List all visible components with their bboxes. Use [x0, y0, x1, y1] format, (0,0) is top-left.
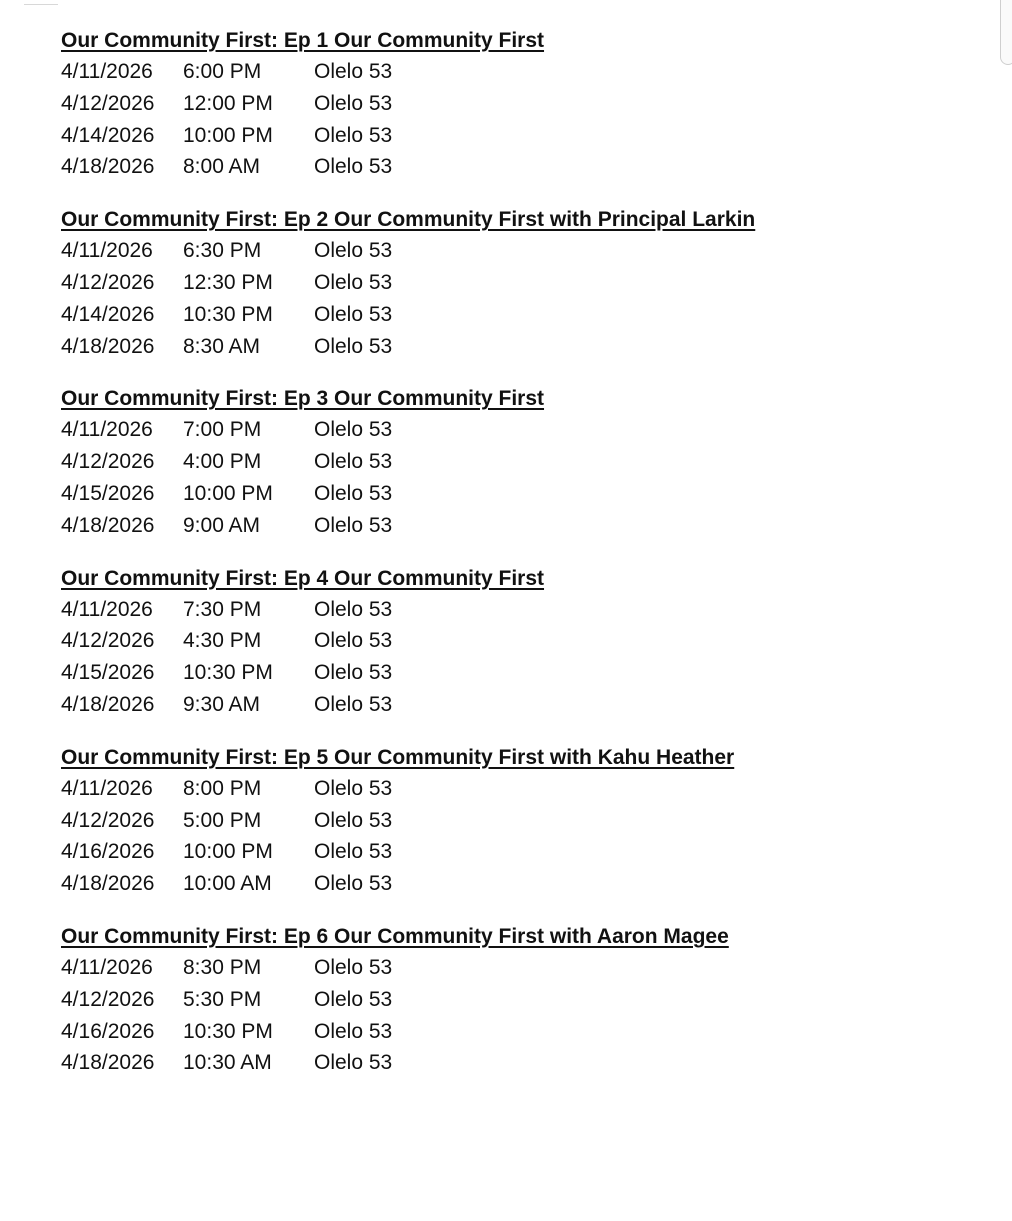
- airing-row: [61, 331, 961, 363]
- airing-time: 6:00 PM: [183, 60, 262, 83]
- airing-time: 9:00 AM: [183, 513, 261, 537]
- airing-time: 5:30 PM: [183, 987, 262, 1011]
- airing-channel: Olelo 53: [314, 808, 393, 832]
- airing-row: [61, 805, 961, 837]
- airing-time: 12:30 PM: [183, 270, 273, 294]
- airing-time: 10:00 PM: [183, 123, 273, 147]
- airing-channel: Olelo 53: [314, 302, 393, 326]
- airing-date: 4/18/2026: [61, 692, 155, 716]
- airing-date: 4/16/2026: [61, 840, 155, 864]
- episode-title-link[interactable]: Our Community First: Ep 2 Our Community First with Principal Larkin: [61, 208, 756, 232]
- scrollbar[interactable]: [1000, 0, 1012, 65]
- episode-title-link[interactable]: Our Community First: Ep 6 Our Community First with Aaron Magee: [61, 924, 729, 948]
- airing-date: 4/11/2026: [61, 239, 153, 263]
- airing-row: [61, 594, 961, 626]
- airing-channel: Olelo 53: [314, 239, 393, 263]
- airing-date: 4/12/2026: [61, 629, 155, 653]
- airing-row: [61, 267, 961, 299]
- airing-date: 4/12/2026: [61, 450, 155, 474]
- airing-row: [61, 984, 961, 1016]
- airing-time: 6:30 PM: [183, 239, 262, 263]
- airing-time: 10:00 AM: [183, 872, 272, 896]
- airing-time: 4:30 PM: [183, 629, 262, 653]
- episode-section: [61, 743, 961, 900]
- airing-time: 10:30 AM: [183, 1051, 272, 1075]
- airing-channel: Olelo 53: [314, 270, 393, 294]
- airing-date: 4/11/2026: [61, 418, 153, 442]
- airing-channel: Olelo 53: [314, 1019, 393, 1043]
- airing-date: 4/14/2026: [61, 123, 155, 147]
- airing-time: 10:00 PM: [183, 840, 273, 864]
- airing-time: 10:30 PM: [183, 302, 273, 326]
- airing-channel: Olelo 53: [314, 955, 393, 979]
- airing-row: [61, 235, 961, 267]
- airing-row: [61, 1047, 961, 1079]
- airing-channel: Olelo 53: [314, 513, 393, 537]
- episode-title-link[interactable]: Our Community First: Ep 5 Our Community First with Kahu Heather: [61, 745, 735, 769]
- airing-time: 10:30 PM: [183, 661, 273, 685]
- airing-channel: Olelo 53: [314, 418, 393, 442]
- airing-date: 4/18/2026: [61, 872, 155, 896]
- airing-date: 4/11/2026: [61, 955, 153, 979]
- airing-date: 4/15/2026: [61, 661, 155, 685]
- airing-time: 9:30 AM: [183, 692, 261, 716]
- episode-title-link[interactable]: Our Community First: Ep 3 Our Community First: [61, 387, 545, 411]
- airing-row: [61, 952, 961, 984]
- airing-row: [61, 56, 961, 88]
- airing-channel: Olelo 53: [314, 872, 393, 896]
- airing-date: 4/18/2026: [61, 513, 155, 537]
- airing-time: 8:30 PM: [183, 955, 262, 979]
- airing-date: 4/16/2026: [61, 1019, 155, 1043]
- airing-channel: Olelo 53: [314, 692, 393, 716]
- airing-row: [61, 773, 961, 805]
- airing-row: [61, 446, 961, 478]
- airing-time: 8:30 AM: [183, 334, 261, 358]
- airing-channel: Olelo 53: [314, 840, 393, 864]
- airing-date: 4/18/2026: [61, 1051, 155, 1075]
- episode-section: [61, 564, 961, 721]
- airing-channel: Olelo 53: [314, 1051, 393, 1075]
- airing-time: 7:30 PM: [183, 597, 262, 621]
- airing-time: 8:00 PM: [183, 776, 262, 800]
- airing-channel: Olelo 53: [314, 629, 393, 653]
- airing-time: 12:00 PM: [183, 91, 273, 115]
- airing-date: 4/11/2026: [61, 776, 153, 800]
- airing-row: [61, 510, 961, 542]
- airing-row: [61, 120, 961, 152]
- airing-channel: Olelo 53: [314, 334, 393, 358]
- airing-channel: Olelo 53: [314, 661, 393, 685]
- airing-channel: Olelo 53: [314, 597, 393, 621]
- episode-section: [61, 384, 961, 541]
- airing-channel: Olelo 53: [314, 450, 393, 474]
- airing-channel: Olelo 53: [314, 481, 393, 505]
- airing-time: 8:00 AM: [183, 155, 261, 179]
- airing-date: 4/11/2026: [61, 60, 153, 83]
- airing-date: 4/18/2026: [61, 155, 155, 179]
- airing-row: [61, 478, 961, 510]
- airing-time: 10:30 PM: [183, 1019, 273, 1043]
- airing-row: [61, 836, 961, 868]
- airing-time: 4:00 PM: [183, 450, 262, 474]
- airing-date: 4/11/2026: [61, 597, 153, 621]
- airing-channel: Olelo 53: [314, 987, 393, 1011]
- airing-date: 4/12/2026: [61, 270, 155, 294]
- airing-row: [61, 868, 961, 900]
- airing-channel: Olelo 53: [314, 123, 393, 147]
- airing-row: [61, 299, 961, 331]
- airing-time: 7:00 PM: [183, 418, 262, 442]
- airing-date: 4/18/2026: [61, 334, 155, 358]
- airing-time: 5:00 PM: [183, 808, 262, 832]
- airing-row: [61, 625, 961, 657]
- airing-channel: Olelo 53: [314, 91, 393, 115]
- airing-row: [61, 88, 961, 120]
- episode-section: [61, 922, 961, 1079]
- airing-row: [61, 657, 961, 689]
- episode-title-link[interactable]: Our Community First: Ep 4 Our Community First: [61, 566, 545, 590]
- airing-time: 10:00 PM: [183, 481, 273, 505]
- airing-date: 4/15/2026: [61, 481, 155, 505]
- airing-row: [61, 414, 961, 446]
- schedule-list: [61, 26, 961, 1101]
- airing-date: 4/12/2026: [61, 987, 155, 1011]
- airing-row: [61, 151, 961, 183]
- episode-section: [61, 26, 961, 183]
- airing-row: [61, 689, 961, 721]
- airing-date: 4/12/2026: [61, 91, 155, 115]
- episode-title-link[interactable]: Our Community First: Ep 1 Our Community First: [61, 29, 545, 52]
- episode-section: [61, 205, 961, 362]
- airing-date: 4/14/2026: [61, 302, 155, 326]
- airing-channel: Olelo 53: [314, 60, 393, 83]
- airing-channel: Olelo 53: [314, 776, 393, 800]
- airing-row: [61, 1016, 961, 1048]
- airing-channel: Olelo 53: [314, 155, 393, 179]
- page-divider: [24, 4, 58, 5]
- airing-date: 4/12/2026: [61, 808, 155, 832]
